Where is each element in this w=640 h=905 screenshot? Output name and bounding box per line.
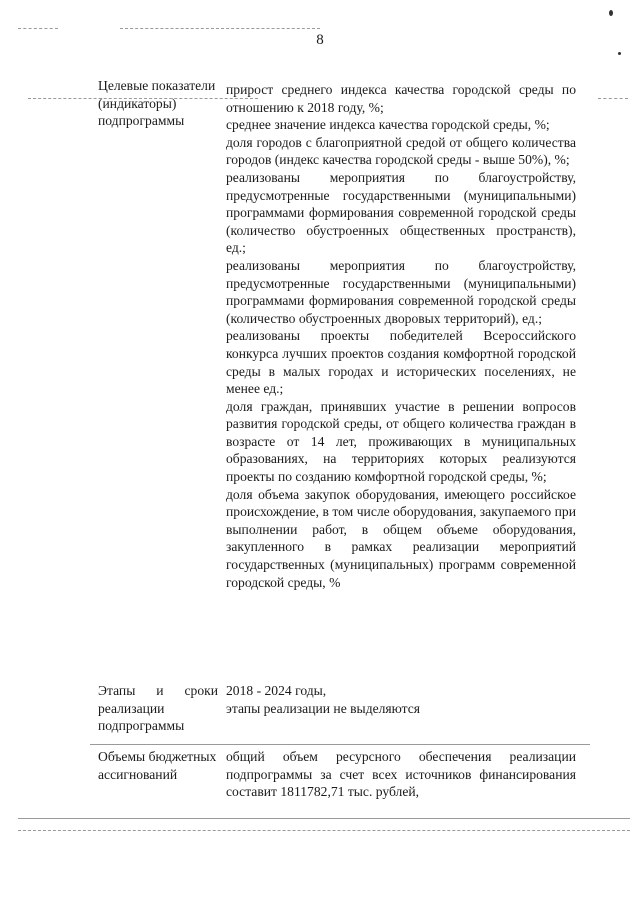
row-content-budget	[226, 748, 576, 801]
indicator-item: прирост среднего индекса качества городской среды по отношению к 2018 году, %;	[226, 82, 576, 115]
indicator-item: реализованы мероприятия по благоустройству, предусмотренные государственными (муниципальными) программами формирования современной городской среды (количество обустроенных дворовых территорий), ед.;	[226, 257, 576, 326]
scan-artifact-line	[598, 98, 628, 100]
row-content-stages	[226, 682, 576, 717]
indicator-item: доля объема закупок оборудования, имеющего российское происхождение, в том числе оборудования, закупаемого при выполнении работ, в общем объеме оборудования, закупленного в рамках реализации мероприятий государственных (муниципальных) программ современной городской среды, %	[226, 486, 576, 590]
indicator-item: доля граждан, принявших участие в решении вопросов развития городской среды, от общего количества граждан в возрасте от 14 лет, проживающих в муниципальных образованиях, на территориях которых реализуются проекты по созданию комфортной городской среды, %;	[226, 398, 576, 485]
indicator-item: реализованы мероприятия по благоустройству, предусмотренные государственными (муниципальными) программами формирования современной городской среды (количество обустроенных общественных пространств), ед.;	[226, 169, 576, 256]
stage-item: 2018 - 2024 годы,	[226, 683, 327, 698]
scan-speck	[609, 10, 613, 16]
row-content-indicators	[226, 81, 576, 591]
page-number: 8	[316, 32, 324, 48]
scan-artifact-line	[90, 744, 590, 745]
row-label-budget: Объемы бюджетных ассигнований	[98, 749, 217, 782]
scan-speck	[618, 52, 621, 55]
stage-item: этапы реализации не выделяются	[226, 700, 421, 716]
row-label-stages: Этапы и сроки реализации подпрограммы	[98, 683, 218, 734]
indicator-item: реализованы проекты победителей Всероссийского конкурса лучших проектов создания комфортной городской среды в малых городах и исторических поселениях, не менее ед.;	[226, 328, 576, 397]
scan-artifact-line	[18, 28, 58, 30]
scan-artifact-line	[120, 28, 320, 30]
scan-artifact-line	[18, 818, 630, 819]
indicator-item: среднее значение индекса качества городской среды, %;	[226, 117, 550, 133]
row-label-indicators: Целевые показатели (индикаторы) подпрограммы	[98, 78, 216, 129]
budget-item: общий объем ресурсного обеспечения реализации подпрограммы за счет всех источников финансирования составит 1811782,71 тыс. рублей,	[226, 749, 576, 800]
indicator-item: доля городов с благоприятной средой от общего количества городов (индекс качества городской среды - выше 50%), %;	[226, 134, 576, 168]
scan-artifact-line	[18, 830, 630, 832]
